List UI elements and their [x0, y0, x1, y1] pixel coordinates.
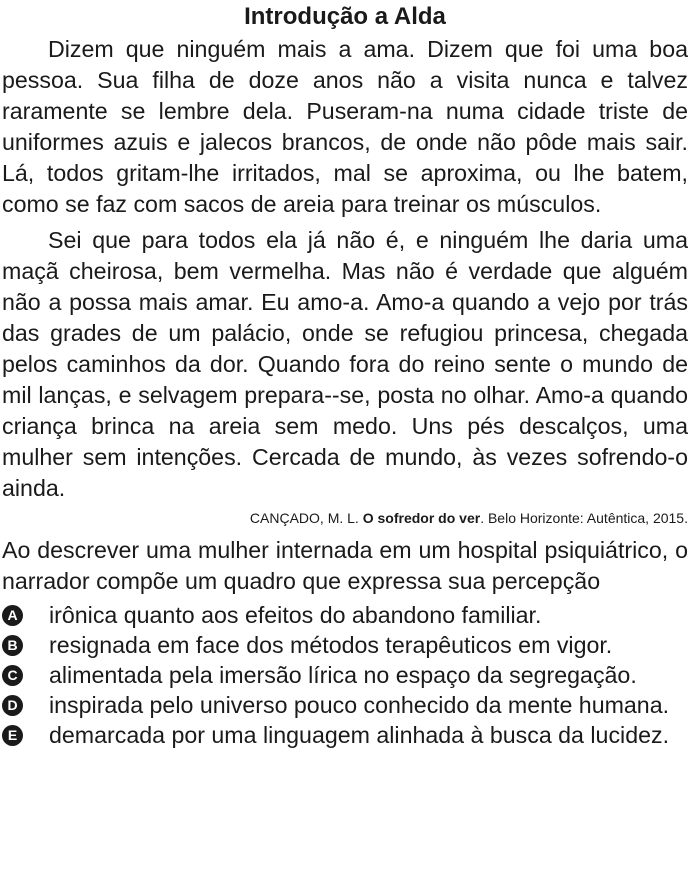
option-a-text: irônica quanto aos efeitos do abandono familiar.	[49, 602, 542, 628]
answer-options	[2, 600, 688, 750]
option-e-text: demarcada por uma linguagem alinhada à busca da lucidez.	[49, 722, 670, 748]
option-d-text: inspirada pelo universo pouco conhecido da mente humana.	[49, 692, 670, 718]
option-c[interactable]	[2, 660, 688, 690]
text-title: Introdução a Alda	[244, 3, 446, 30]
option-e[interactable]	[2, 720, 688, 750]
option-c-letter-badge: C	[2, 665, 23, 686]
option-a-letter-badge: A	[2, 605, 23, 626]
option-b-letter-badge: B	[2, 635, 23, 656]
option-a[interactable]	[2, 600, 688, 630]
text-paragraph-1: Dizem que ninguém mais a ama. Dizem que foi uma boa pessoa. Sua filha de doze anos não a visita nunca e talvez raramente se lembre dela. Puseram-na numa cidade triste de uniformes azuis e jalecos brancos, de onde não pôde mais sair. Lá, todos gritam-lhe irritados, mal se aproxima, ou lhe batem, como se faz com sacos de areia para treinar os músculos.	[2, 36, 688, 217]
option-c-text: alimentada pela imersão lírica no espaço da segregação.	[49, 662, 637, 688]
option-d[interactable]	[2, 690, 688, 720]
question-stem: Ao descrever uma mulher internada em um hospital psiquiátrico, o narrador compõe um quadro que expressa sua percepção	[2, 537, 688, 594]
option-d-letter-badge: D	[2, 695, 23, 716]
source-citation	[2, 509, 688, 527]
option-e-letter-badge: E	[2, 725, 23, 746]
option-b-text: resignada em face dos métodos terapêuticos em vigor.	[49, 632, 613, 658]
citation-work: O sofredor do ver	[362, 510, 481, 526]
citation-author: CANÇADO, M. L.	[249, 510, 359, 526]
citation-publisher: . Belo Horizonte: Autêntica, 2015.	[480, 510, 688, 526]
question-page	[2, 0, 688, 750]
text-paragraph-2: Sei que para todos ela já não é, e ninguém lhe daria uma maçã cheirosa, bem vermelha. Mas não é verdade que alguém não a possa mais amar. Eu amo-a. Amo-a quando a vejo por trás das grades de um palácio, onde se refugiou princesa, chegada pelos caminhos da dor. Quando fora do reino sente o mundo de mil lanças, e selvagem prepara--se, posta no olhar. Amo-a quando criança brinca na areia sem medo. Uns pés descalços, uma mulher sem intenções. Cercada de mundo, às vezes sofrendo-o ainda.	[2, 227, 688, 501]
option-b[interactable]	[2, 630, 688, 660]
